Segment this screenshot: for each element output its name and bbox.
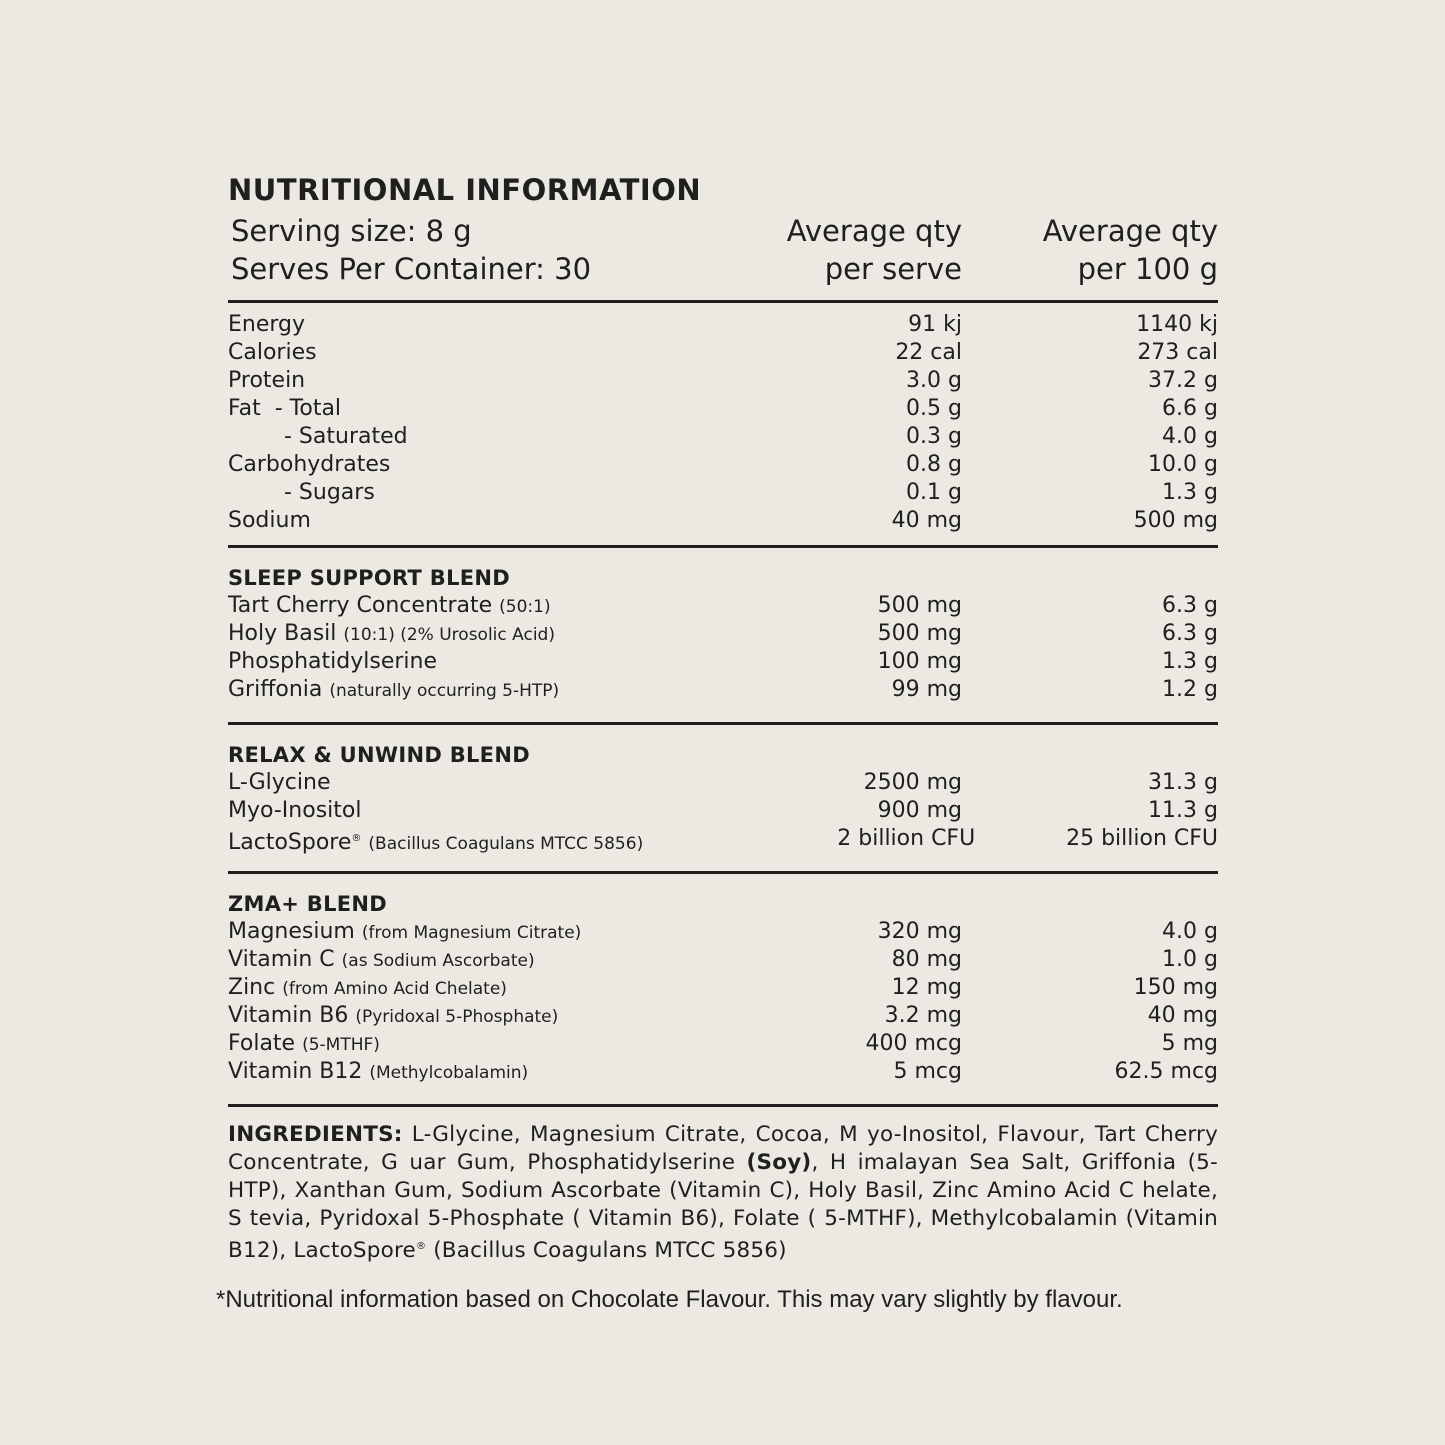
per-serve-value: 900 mg — [877, 798, 962, 823]
per-serve-value: 0.8 g — [906, 452, 962, 477]
ingredient-note: (50:1) — [499, 597, 551, 617]
per-serve-value: 3.0 g — [906, 368, 962, 393]
nutrition-panel — [228, 172, 1218, 1265]
per-serve-value: 2 billion CFU — [837, 826, 976, 851]
nutrient-name: - Saturated — [284, 424, 408, 449]
nutrient-row — [228, 339, 1218, 367]
per-100g-value: 1.2 g — [1162, 677, 1218, 702]
ingredient-note: (Bacillus Coagulans MTCC 5856) — [368, 834, 644, 854]
per-serve-value: 320 mg — [877, 919, 962, 944]
ingredient-name — [228, 592, 612, 620]
per-100g-header — [962, 212, 1218, 300]
ingredient-note: (Methylcobalamin) — [369, 1063, 529, 1083]
per-serve-value: 0.1 g — [906, 480, 962, 505]
per-serve-header-line1: Average qty — [786, 214, 962, 248]
per-100g-value: 5 mg — [1161, 1031, 1218, 1056]
per-100g-value: 1.3 g — [1162, 649, 1218, 674]
ingredient-name — [228, 1002, 612, 1030]
ingredient-note: (5-MTHF) — [302, 1035, 380, 1055]
serving-size: Serving size: 8 g — [231, 214, 472, 248]
ingredient-name — [228, 797, 612, 825]
blend-row — [228, 1058, 1218, 1086]
ingredient-label: Magnesium — [228, 919, 355, 944]
ingredient-label: Griffonia — [228, 677, 323, 702]
ingredient-name — [228, 1058, 612, 1086]
ingredient-name — [228, 825, 643, 853]
ingredient-name — [228, 974, 612, 1002]
panel-title: NUTRITIONAL INFORMATION — [228, 173, 702, 207]
per-100g-value: 500 mg — [1133, 508, 1218, 533]
ingredients-list — [228, 1107, 1218, 1265]
nutrient-row — [228, 395, 1218, 423]
per-100g-value: 1140 kj — [1136, 312, 1218, 337]
ingredients-text: , H imalayan Sea Salt, Griffonia (5-HTP), Xanthan Gum, Sodium Ascorbate (Vitamin C), Holy Basil, Zinc Amino Acid C helate, S tevia, Pyridoxal 5-Phosphate ( Vitamin B6), Folate ( 5-MTHF), Methylcobalamin (Vitamin B12), LactoSpore — [228, 1150, 1218, 1263]
per-100g-value: 4.0 g — [1162, 424, 1218, 449]
ingredient-name — [228, 676, 612, 704]
nutrient-name: Carbohydrates — [228, 452, 391, 477]
ingredient-label: Vitamin B12 — [228, 1059, 363, 1084]
nutrients-section — [228, 303, 1218, 545]
nutrient-name: Energy — [228, 312, 306, 337]
per-100g-value: 1.3 g — [1162, 480, 1218, 505]
per-100g-value: 11.3 g — [1148, 798, 1218, 823]
relax-unwind-blend — [228, 725, 1218, 871]
ingredient-name — [228, 648, 612, 676]
per-serve-value: 80 mg — [891, 947, 962, 972]
nutrient-row — [228, 479, 1218, 507]
per-100g-value: 31.3 g — [1148, 770, 1218, 795]
per-100g-value: 6.6 g — [1162, 396, 1218, 421]
per-serve-value: 0.3 g — [906, 424, 962, 449]
ingredient-label: Phosphatidylserine — [228, 649, 437, 674]
blend-row — [228, 974, 1218, 1002]
blend-row — [228, 797, 1218, 825]
per-100g-value: 10.0 g — [1148, 452, 1218, 477]
nutrient-name: Protein — [228, 368, 306, 393]
blend-row — [228, 620, 1218, 648]
ingredient-note: (10:1) (2% Urosolic Acid) — [343, 625, 555, 645]
blend-row — [228, 676, 1218, 704]
per-serve-value: 91 kj — [908, 312, 962, 337]
ingredient-label: Holy Basil — [228, 621, 337, 646]
per-serve-value: 0.5 g — [906, 396, 962, 421]
zma-blend — [228, 874, 1218, 1104]
nutrient-name: Sodium — [228, 508, 311, 533]
ingredient-label: Myo-Inositol — [228, 798, 362, 823]
blend-title: RELAX & UNWIND BLEND — [228, 743, 530, 767]
per-100g-value: 25 billion CFU — [1066, 826, 1218, 851]
ingredient-name — [228, 620, 612, 648]
per-100g-value: 1.0 g — [1162, 947, 1218, 972]
ingredient-label: Tart Cherry Concentrate — [228, 593, 493, 618]
footnote: *Nutritional information based on Chocolate Flavour. This may vary slightly by flavour. — [216, 1286, 1123, 1313]
ingredient-note: (naturally occurring 5-HTP) — [329, 681, 560, 701]
blend-title: ZMA+ BLEND — [228, 892, 388, 916]
registered-mark: ® — [351, 833, 362, 844]
per-serve-value: 12 mg — [891, 975, 962, 1000]
ingredient-name — [228, 918, 612, 946]
spacer — [228, 535, 1218, 545]
blend-row — [228, 648, 1218, 676]
nutrient-name: Calories — [228, 340, 317, 365]
ingredient-label: LactoSpore — [228, 830, 352, 855]
per-serve-value: 100 mg — [877, 649, 962, 674]
ingredient-label: Zinc — [228, 975, 276, 1000]
ingredient-name — [228, 946, 612, 974]
per-100g-value: 4.0 g — [1162, 919, 1218, 944]
blend-row — [228, 918, 1218, 946]
allergen-warning: (Soy) — [746, 1150, 812, 1175]
blend-row — [228, 825, 1218, 853]
per-100g-header-line1: Average qty — [1042, 214, 1218, 248]
ingredient-note: (from Amino Acid Chelate) — [282, 979, 507, 999]
nutrient-row — [228, 423, 1218, 451]
registered-mark: ® — [415, 1241, 427, 1252]
ingredients-label: INGREDIENTS: — [228, 1122, 403, 1147]
blend-row — [228, 769, 1218, 797]
ingredient-label: Folate — [228, 1031, 296, 1056]
blend-row — [228, 592, 1218, 620]
per-100g-value: 62.5 mcg — [1114, 1059, 1218, 1084]
per-serve-value: 99 mg — [891, 677, 962, 702]
blend-row — [228, 1030, 1218, 1058]
serving-info — [228, 212, 612, 300]
nutrient-row — [228, 451, 1218, 479]
per-100g-value: 273 cal — [1137, 340, 1218, 365]
per-100g-value: 6.3 g — [1162, 621, 1218, 646]
per-serve-value: 400 mcg — [865, 1031, 962, 1056]
per-100g-value: 6.3 g — [1162, 593, 1218, 618]
per-serve-header-line2: per serve — [824, 252, 962, 286]
ingredient-note: (from Magnesium Citrate) — [361, 923, 582, 943]
nutrient-name: - Sugars — [284, 480, 375, 505]
per-serve-value: 500 mg — [877, 593, 962, 618]
serves-per-container: Serves Per Container: 30 — [231, 252, 592, 286]
nutrient-row — [228, 311, 1218, 339]
per-serve-value: 3.2 mg — [884, 1003, 962, 1028]
ingredient-label: Vitamin C — [228, 947, 335, 972]
sleep-support-blend — [228, 548, 1218, 722]
per-100g-value: 37.2 g — [1148, 368, 1218, 393]
ingredient-label: Vitamin B6 — [228, 1003, 349, 1028]
per-serve-value: 40 mg — [891, 508, 962, 533]
per-100g-header-line2: per 100 g — [1077, 252, 1218, 286]
nutrient-row — [228, 507, 1218, 535]
per-serve-value: 500 mg — [877, 621, 962, 646]
per-serve-value: 22 cal — [895, 340, 962, 365]
ingredients-text: L-Glycine, Magnesium Citrate, Cocoa, M yo-Inositol, Flavour, Tart Cherry Concentrate, G uar Gum, Phosphatidylserine — [228, 1122, 1218, 1175]
per-100g-value: 40 mg — [1147, 1003, 1218, 1028]
nutrient-name: Fat - Total — [228, 396, 342, 421]
ingredients-text: (Bacillus Coagulans MTCC 5856) — [426, 1238, 787, 1263]
ingredient-note: (as Sodium Ascorbate) — [341, 951, 535, 971]
per-serve-header — [612, 212, 962, 300]
per-100g-value: 150 mg — [1133, 975, 1218, 1000]
table-header — [228, 212, 1218, 300]
blend-title: SLEEP SUPPORT BLEND — [228, 566, 511, 590]
blend-row — [228, 946, 1218, 974]
ingredient-note: (Pyridoxal 5-Phosphate) — [355, 1007, 559, 1027]
ingredient-name — [228, 769, 612, 797]
per-serve-value: 2500 mg — [863, 770, 962, 795]
ingredient-label: L-Glycine — [228, 770, 331, 795]
per-serve-value: 5 mcg — [893, 1059, 962, 1084]
ingredient-name — [228, 1030, 612, 1058]
nutrient-row — [228, 367, 1218, 395]
blend-row — [228, 1002, 1218, 1030]
